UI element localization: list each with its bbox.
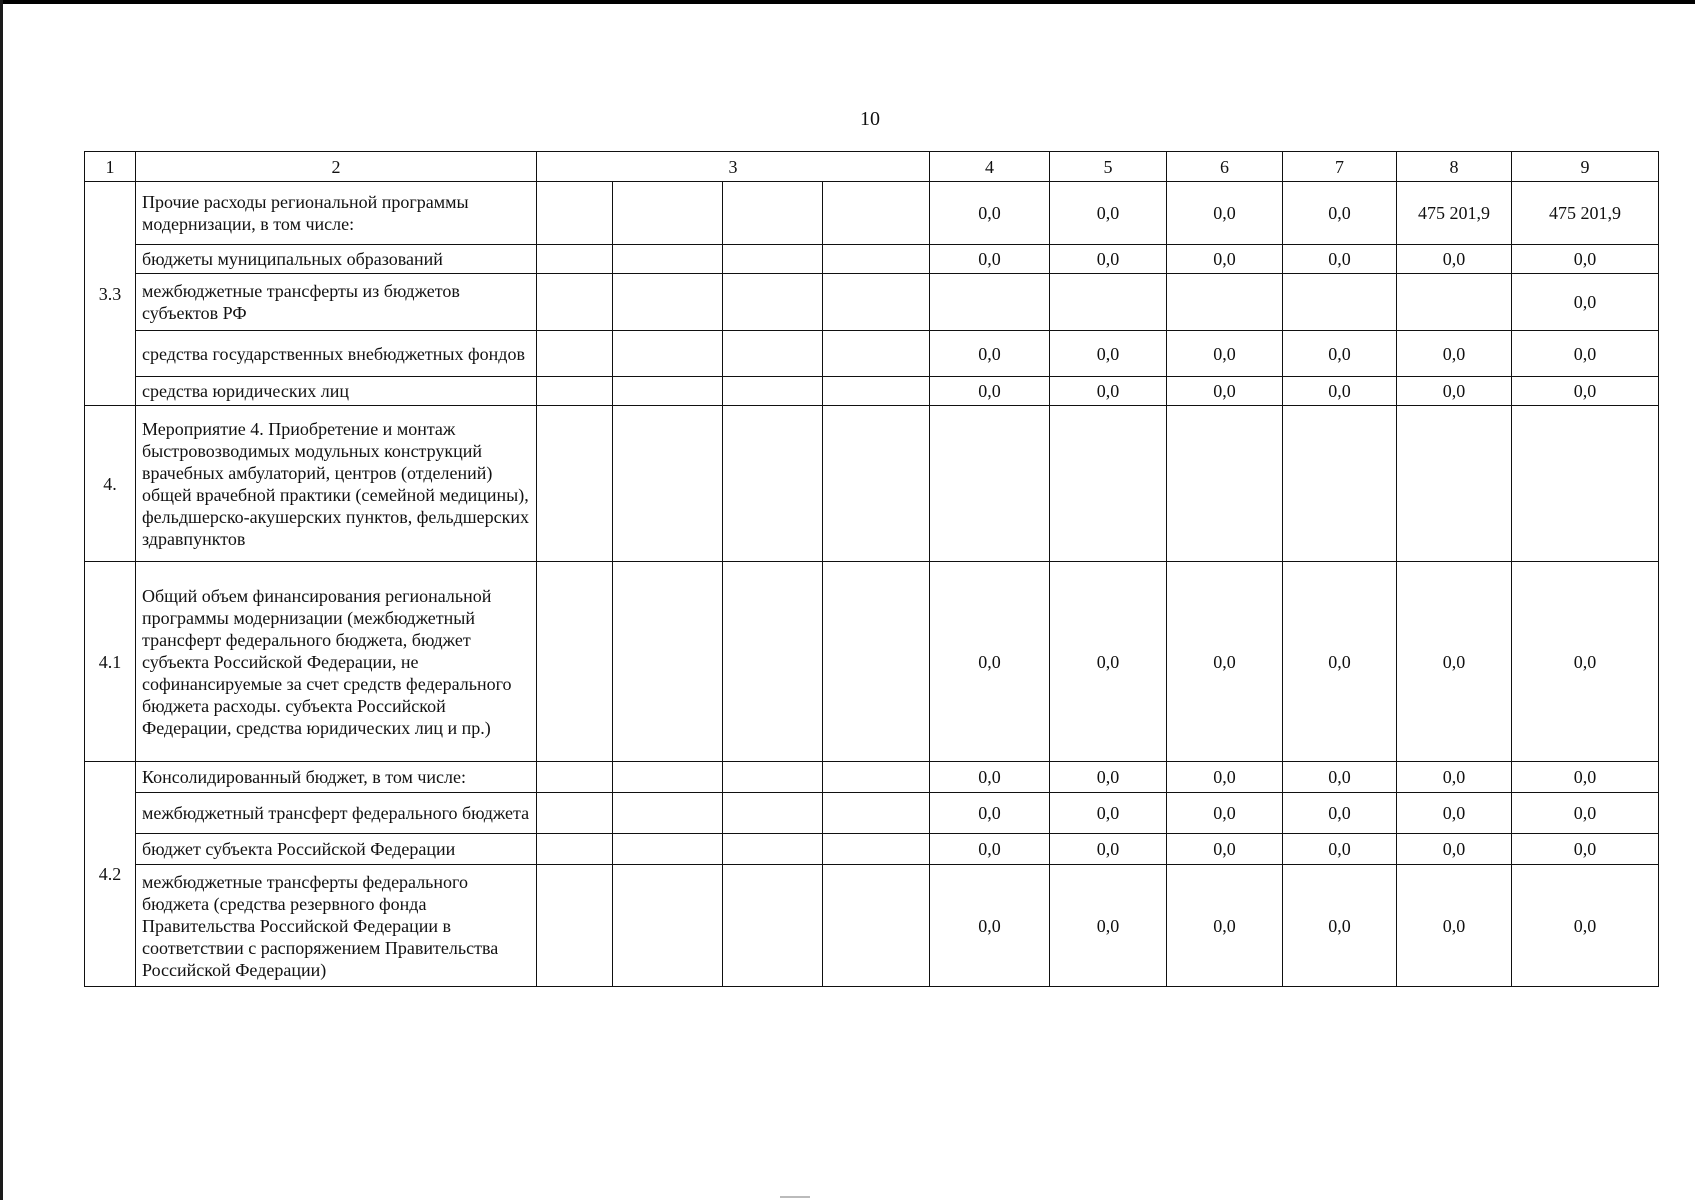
- row-label-cell: бюджеты муниципальных образований: [136, 245, 537, 274]
- value-cell-col-8: 0,0: [1397, 834, 1512, 865]
- value-cell-col-8: 0,0: [1397, 562, 1512, 762]
- column-3-subcell: [823, 182, 930, 245]
- table-row: [85, 793, 1659, 834]
- value-cell-col-7: [1283, 406, 1397, 562]
- value-cell-col-9: 0,0: [1512, 274, 1659, 331]
- row-label-cell: Общий объем финансирования региональной программы модернизации (межбюджетный трансферт федерального бюджета, бюджет субъекта Российской Федерации, не софинансируемые за счет средств федерального бюджета расходы. субъекта Российской Федерации, средства юридических лиц и пр.): [136, 562, 537, 762]
- table-row: [85, 406, 1659, 562]
- value-cell-col-6: 0,0: [1167, 182, 1283, 245]
- table-row: [85, 377, 1659, 406]
- column-3-subcell: [723, 245, 823, 274]
- row-label-cell: межбюджетный трансферт федерального бюджета: [136, 793, 537, 834]
- header-cell-1: 1: [85, 152, 136, 182]
- value-cell-col-7: 0,0: [1283, 377, 1397, 406]
- table-row: [85, 245, 1659, 274]
- row-label-cell: средства государственных внебюджетных фондов: [136, 331, 537, 377]
- value-cell-col-6: 0,0: [1167, 377, 1283, 406]
- table-row: [85, 274, 1659, 331]
- value-cell-col-5: 0,0: [1050, 377, 1167, 406]
- value-cell-col-6: 0,0: [1167, 245, 1283, 274]
- column-3-subcell: [613, 865, 723, 987]
- row-label-cell: межбюджетные трансферты федерального бюджета (средства резервного фонда Правительства Российской Федерации в соответствии с распоряжением Правительства Российской Федерации): [136, 865, 537, 987]
- value-cell-col-5: 0,0: [1050, 562, 1167, 762]
- column-3-subcell: [823, 793, 930, 834]
- value-cell-col-9: [1512, 406, 1659, 562]
- value-cell-col-4: [930, 274, 1050, 331]
- row-label-cell: межбюджетные трансферты из бюджетов субъектов РФ: [136, 274, 537, 331]
- value-cell-col-9: 0,0: [1512, 245, 1659, 274]
- row-label-cell: средства юридических лиц: [136, 377, 537, 406]
- value-cell-col-5: 0,0: [1050, 182, 1167, 245]
- value-cell-col-8: 0,0: [1397, 762, 1512, 793]
- value-cell-col-4: 0,0: [930, 331, 1050, 377]
- value-cell-col-5: 0,0: [1050, 245, 1167, 274]
- value-cell-col-5: [1050, 274, 1167, 331]
- header-cell-3: 3: [537, 152, 930, 182]
- value-cell-col-9: 0,0: [1512, 562, 1659, 762]
- column-3-subcell: [723, 182, 823, 245]
- column-3-subcell: [537, 406, 613, 562]
- value-cell-col-4: 0,0: [930, 762, 1050, 793]
- column-3-subcell: [823, 834, 930, 865]
- column-3-subcell: [823, 762, 930, 793]
- value-cell-col-6: 0,0: [1167, 331, 1283, 377]
- value-cell-col-8: 0,0: [1397, 377, 1512, 406]
- value-cell-col-7: 0,0: [1283, 834, 1397, 865]
- value-cell-col-9: 0,0: [1512, 793, 1659, 834]
- table-body: [85, 152, 1659, 987]
- header-cell-7: 7: [1283, 152, 1397, 182]
- value-cell-col-9: 0,0: [1512, 834, 1659, 865]
- column-3-subcell: [723, 331, 823, 377]
- scan-artifact: [780, 1196, 810, 1198]
- scan-edge-left: [0, 0, 3, 1200]
- column-3-subcell: [723, 377, 823, 406]
- value-cell-col-8: 0,0: [1397, 331, 1512, 377]
- value-cell-col-8: 0,0: [1397, 245, 1512, 274]
- column-3-subcell: [613, 274, 723, 331]
- column-3-subcell: [823, 865, 930, 987]
- column-3-subcell: [613, 793, 723, 834]
- value-cell-col-7: 0,0: [1283, 331, 1397, 377]
- value-cell-col-8: [1397, 274, 1512, 331]
- value-cell-col-6: 0,0: [1167, 834, 1283, 865]
- column-3-subcell: [723, 793, 823, 834]
- page-number: 10: [860, 108, 880, 130]
- value-cell-col-5: [1050, 406, 1167, 562]
- row-code-cell: 4.1: [85, 562, 136, 762]
- column-3-subcell: [537, 274, 613, 331]
- column-3-subcell: [723, 834, 823, 865]
- value-cell-col-9: 0,0: [1512, 865, 1659, 987]
- column-3-subcell: [723, 274, 823, 331]
- table-row: [85, 562, 1659, 762]
- value-cell-col-6: 0,0: [1167, 762, 1283, 793]
- header-cell-2: 2: [136, 152, 537, 182]
- header-cell-8: 8: [1397, 152, 1512, 182]
- header-cell-9: 9: [1512, 152, 1659, 182]
- row-label-cell: Консолидированный бюджет, в том числе:: [136, 762, 537, 793]
- value-cell-col-9: 475 201,9: [1512, 182, 1659, 245]
- column-3-subcell: [537, 865, 613, 987]
- value-cell-col-6: 0,0: [1167, 793, 1283, 834]
- column-3-subcell: [613, 762, 723, 793]
- value-cell-col-4: 0,0: [930, 865, 1050, 987]
- column-3-subcell: [613, 377, 723, 406]
- value-cell-col-4: 0,0: [930, 377, 1050, 406]
- table-row: [85, 331, 1659, 377]
- column-3-subcell: [537, 762, 613, 793]
- value-cell-col-7: 0,0: [1283, 793, 1397, 834]
- row-label-cell: Мероприятие 4. Приобретение и монтаж быстровозводимых модульных конструкций врачебных амбулаторий, центров (отделений) общей врачебной практики (семейной медицины), фельдшерско-акушерских пунктов, фельдшерских здравпунктов: [136, 406, 537, 562]
- column-3-subcell: [537, 793, 613, 834]
- column-3-subcell: [537, 245, 613, 274]
- value-cell-col-7: 0,0: [1283, 182, 1397, 245]
- header-cell-6: 6: [1167, 152, 1283, 182]
- header-row: [85, 152, 1659, 182]
- value-cell-col-8: 0,0: [1397, 793, 1512, 834]
- row-code-cell: 4.2: [85, 762, 136, 987]
- column-3-subcell: [823, 406, 930, 562]
- value-cell-col-9: 0,0: [1512, 377, 1659, 406]
- value-cell-col-4: 0,0: [930, 182, 1050, 245]
- column-3-subcell: [823, 562, 930, 762]
- column-3-subcell: [723, 865, 823, 987]
- value-cell-col-4: [930, 406, 1050, 562]
- row-code-cell: 3.3: [85, 182, 136, 406]
- value-cell-col-6: [1167, 406, 1283, 562]
- value-cell-col-6: 0,0: [1167, 562, 1283, 762]
- row-label-cell: бюджет субъекта Российской Федерации: [136, 834, 537, 865]
- value-cell-col-8: [1397, 406, 1512, 562]
- value-cell-col-5: 0,0: [1050, 865, 1167, 987]
- column-3-subcell: [537, 182, 613, 245]
- header-cell-4: 4: [930, 152, 1050, 182]
- header-cell-5: 5: [1050, 152, 1167, 182]
- value-cell-col-5: 0,0: [1050, 331, 1167, 377]
- column-3-subcell: [823, 274, 930, 331]
- value-cell-col-6: 0,0: [1167, 865, 1283, 987]
- value-cell-col-7: 0,0: [1283, 562, 1397, 762]
- table-row: [85, 762, 1659, 793]
- value-cell-col-4: 0,0: [930, 562, 1050, 762]
- column-3-subcell: [723, 562, 823, 762]
- row-code-cell: 4.: [85, 406, 136, 562]
- value-cell-col-4: 0,0: [930, 793, 1050, 834]
- value-cell-col-7: 0,0: [1283, 762, 1397, 793]
- column-3-subcell: [823, 331, 930, 377]
- scan-edge-top: [0, 0, 1695, 4]
- table-row: [85, 834, 1659, 865]
- table-row: [85, 865, 1659, 987]
- value-cell-col-7: 0,0: [1283, 865, 1397, 987]
- value-cell-col-9: 0,0: [1512, 762, 1659, 793]
- column-3-subcell: [537, 377, 613, 406]
- column-3-subcell: [537, 331, 613, 377]
- value-cell-col-5: 0,0: [1050, 834, 1167, 865]
- column-3-subcell: [613, 182, 723, 245]
- value-cell-col-4: 0,0: [930, 834, 1050, 865]
- value-cell-col-9: 0,0: [1512, 331, 1659, 377]
- value-cell-col-5: 0,0: [1050, 793, 1167, 834]
- column-3-subcell: [537, 834, 613, 865]
- column-3-subcell: [613, 331, 723, 377]
- budget-table: [84, 151, 1659, 987]
- value-cell-col-8: 475 201,9: [1397, 182, 1512, 245]
- row-label-cell: Прочие расходы региональной программы модернизации, в том числе:: [136, 182, 537, 245]
- column-3-subcell: [823, 377, 930, 406]
- column-3-subcell: [613, 406, 723, 562]
- column-3-subcell: [613, 245, 723, 274]
- value-cell-col-6: [1167, 274, 1283, 331]
- column-3-subcell: [723, 762, 823, 793]
- table-row: [85, 182, 1659, 245]
- column-3-subcell: [537, 562, 613, 762]
- value-cell-col-7: 0,0: [1283, 245, 1397, 274]
- column-3-subcell: [613, 562, 723, 762]
- column-3-subcell: [723, 406, 823, 562]
- value-cell-col-4: 0,0: [930, 245, 1050, 274]
- value-cell-col-8: 0,0: [1397, 865, 1512, 987]
- value-cell-col-5: 0,0: [1050, 762, 1167, 793]
- column-3-subcell: [613, 834, 723, 865]
- column-3-subcell: [823, 245, 930, 274]
- value-cell-col-7: [1283, 274, 1397, 331]
